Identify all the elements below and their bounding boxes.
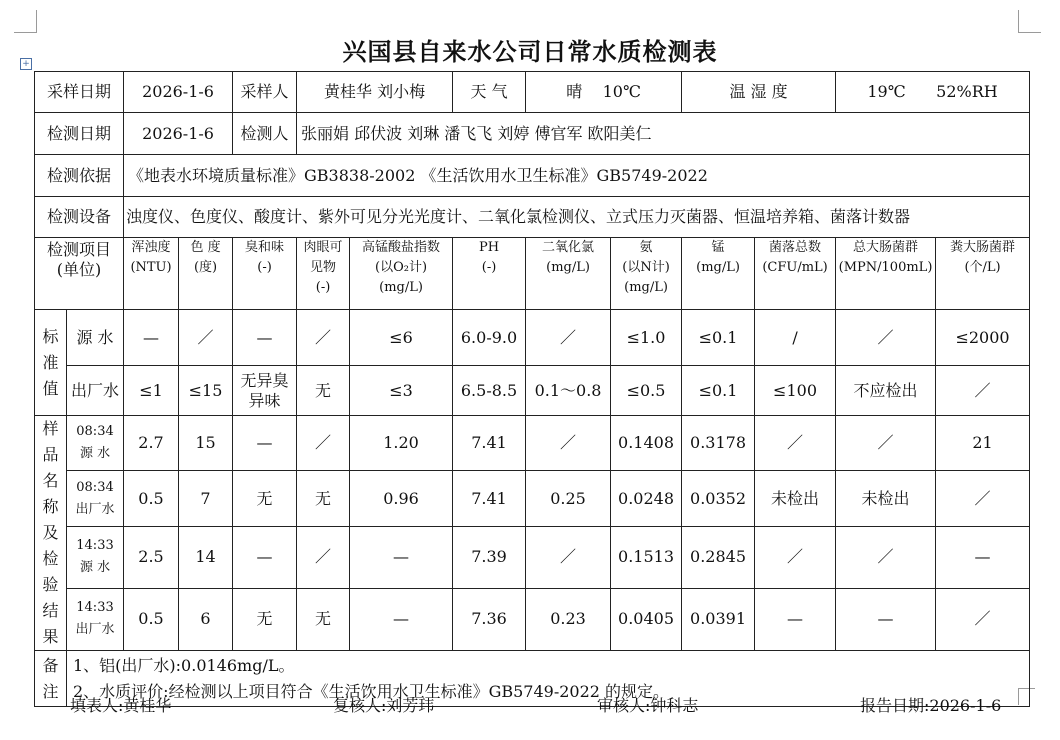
table-cell: ≤3 bbox=[350, 366, 453, 416]
table-cell: 14 bbox=[179, 526, 233, 588]
table-cell: — bbox=[233, 416, 297, 471]
table-cell: 6.0-9.0 bbox=[453, 310, 526, 366]
col-name-2: 见物 bbox=[310, 260, 337, 275]
sample-label bbox=[67, 588, 124, 650]
table-cell: 无异臭异味 bbox=[233, 366, 297, 416]
sample-label bbox=[67, 471, 124, 526]
temp-humidity-value bbox=[836, 72, 1030, 113]
remarks-label: 备注 bbox=[35, 651, 67, 707]
table-cell: ≤0.5 bbox=[611, 366, 682, 416]
col-name: 氨 bbox=[639, 240, 653, 255]
col-unit: (mg/L) bbox=[379, 280, 423, 295]
sample-source: 源 水 bbox=[79, 560, 111, 576]
col-unit: (个/L) bbox=[964, 260, 1001, 275]
table-cell: / bbox=[755, 310, 836, 366]
table-cell: ≤100 bbox=[755, 366, 836, 416]
table-cell: — bbox=[233, 526, 297, 588]
table-cell: 0.0352 bbox=[682, 471, 755, 526]
table-cell: ／ bbox=[179, 310, 233, 366]
sample-time: 08:34 bbox=[76, 424, 114, 440]
table-cell: 无 bbox=[233, 471, 297, 526]
label-sampling-date: 采样日期 bbox=[35, 72, 124, 113]
table-cell: ／ bbox=[755, 416, 836, 471]
table-cell: ≤0.1 bbox=[682, 366, 755, 416]
sample-row bbox=[35, 526, 1030, 588]
water-quality-table bbox=[34, 71, 1030, 707]
table-cell: ／ bbox=[297, 310, 350, 366]
sample-row bbox=[35, 588, 1030, 650]
crop-mark-top-left bbox=[14, 10, 37, 33]
label-basis: 检测依据 bbox=[35, 155, 124, 197]
auditor-signature: 审核人:钟科志 bbox=[597, 696, 699, 715]
tester-names: 张丽娟 邱伏波 刘琳 潘飞飞 刘婷 傅官军 欧阳美仁 bbox=[297, 113, 1030, 155]
col-unit: (CFU/mL) bbox=[762, 260, 828, 275]
label-weather: 天 气 bbox=[453, 72, 526, 113]
label-temp-humidity: 温 湿 度 bbox=[682, 72, 836, 113]
col-name: 总大肠菌群 bbox=[853, 240, 919, 255]
table-cell: — bbox=[936, 526, 1030, 588]
sampling-date: 2026-1-6 bbox=[124, 72, 233, 113]
table-cell: 0.23 bbox=[526, 588, 611, 650]
table-cell: ≤1.0 bbox=[611, 310, 682, 366]
testing-date: 2026-1-6 bbox=[124, 113, 233, 155]
table-cell: 0.1513 bbox=[611, 526, 682, 588]
label-tester: 检测人 bbox=[233, 113, 297, 155]
sample-row bbox=[35, 471, 1030, 526]
table-cell: ／ bbox=[936, 366, 1030, 416]
col-header bbox=[836, 238, 936, 310]
table-cell: ／ bbox=[526, 526, 611, 588]
col-name: 色 度 bbox=[190, 240, 221, 255]
table-cell: 7.36 bbox=[453, 588, 526, 650]
item-header-row bbox=[35, 238, 1030, 310]
crop-mark-top-right bbox=[1018, 10, 1041, 33]
sampling-row bbox=[35, 72, 1030, 113]
table-cell: ／ bbox=[936, 588, 1030, 650]
table-cell: 0.1～0.8 bbox=[526, 366, 611, 416]
col-name: 锰 bbox=[711, 240, 725, 255]
table-cell: 2.5 bbox=[124, 526, 179, 588]
col-header bbox=[179, 238, 233, 310]
table-cell: 2.7 bbox=[124, 416, 179, 471]
table-cell: — bbox=[124, 310, 179, 366]
col-name: 臭和味 bbox=[245, 240, 285, 255]
col-name: 菌落总数 bbox=[769, 240, 822, 255]
table-cell: ／ bbox=[755, 526, 836, 588]
table-cell: ／ bbox=[526, 416, 611, 471]
col-header bbox=[233, 238, 297, 310]
sample-source: 源 水 bbox=[79, 446, 111, 462]
label-equipment: 检测设备 bbox=[35, 197, 124, 238]
page-title: 兴国县自来水公司日常水质检测表 bbox=[342, 37, 718, 66]
table-cell: ／ bbox=[526, 310, 611, 366]
table-move-handle-icon[interactable]: + bbox=[20, 58, 32, 70]
table-cell: ／ bbox=[836, 526, 936, 588]
table-cell: 7.41 bbox=[453, 416, 526, 471]
table-cell: ／ bbox=[836, 416, 936, 471]
col-header bbox=[124, 238, 179, 310]
item-header-cell bbox=[35, 238, 124, 310]
table-cell: — bbox=[350, 526, 453, 588]
table-cell: — bbox=[755, 588, 836, 650]
table-cell: 0.0248 bbox=[611, 471, 682, 526]
standard-row bbox=[35, 366, 1030, 416]
remark-line-2: 2、水质评价:经检测以上项目符合《生活饮用水卫生标准》GB5749-2022 的规定。 bbox=[73, 681, 670, 701]
table-cell: 0.1408 bbox=[611, 416, 682, 471]
col-name: 粪大肠菌群 bbox=[950, 240, 1016, 255]
label-testing-date: 检测日期 bbox=[35, 113, 124, 155]
col-unit: (-) bbox=[257, 260, 272, 275]
basis-value: 《地表水环境质量标准》GB3838-2002 《生活饮用水卫生标准》GB5749-2022 bbox=[124, 155, 1030, 197]
standard-group-label: 标准值 bbox=[35, 310, 67, 416]
row-label: 出厂水 bbox=[67, 366, 124, 416]
sampler-names: 黄桂华 刘小梅 bbox=[297, 72, 453, 113]
item-unit-label: (单位) bbox=[56, 260, 102, 279]
samples-group-label: 样品名称及检验结果 bbox=[35, 416, 67, 651]
table-cell: 15 bbox=[179, 416, 233, 471]
table-cell: ≤2000 bbox=[936, 310, 1030, 366]
table-cell: ≤1 bbox=[124, 366, 179, 416]
table-cell: 1.20 bbox=[350, 416, 453, 471]
sample-label bbox=[67, 526, 124, 588]
sample-time: 14:33 bbox=[76, 538, 114, 554]
col-name: PH bbox=[478, 240, 500, 255]
weather-value bbox=[526, 72, 682, 113]
sample-source: 出厂水 bbox=[75, 622, 115, 638]
table-cell: ≤0.1 bbox=[682, 310, 755, 366]
table-cell: 7.41 bbox=[453, 471, 526, 526]
col-name-2: (以N计) bbox=[622, 260, 670, 275]
table-cell: 21 bbox=[936, 416, 1030, 471]
col-name: 二氧化氯 bbox=[542, 240, 595, 255]
th-temp: 19℃ bbox=[867, 82, 906, 101]
basis-row bbox=[35, 155, 1030, 197]
table-cell: 0.0391 bbox=[682, 588, 755, 650]
report-date: 报告日期:2026-1-6 bbox=[860, 696, 1002, 715]
th-rh: 52%RH bbox=[936, 82, 998, 101]
table-cell: ≤6 bbox=[350, 310, 453, 366]
table-cell: 0.3178 bbox=[682, 416, 755, 471]
table-cell: 7.39 bbox=[453, 526, 526, 588]
equipment-row bbox=[35, 197, 1030, 238]
equipment-value: 浊度仪、色度仪、酸度计、紫外可见分光光度计、二氧化氯检测仪、立式压力灭菌器、恒温培养箱、菌落计数器 bbox=[124, 197, 1030, 238]
col-unit: (MPN/100mL) bbox=[838, 260, 933, 275]
table-cell: ／ bbox=[936, 471, 1030, 526]
table-cell: 7 bbox=[179, 471, 233, 526]
col-unit: (-) bbox=[481, 260, 497, 275]
col-header bbox=[611, 238, 682, 310]
remark-line-1: 1、铝(出厂水):0.0146mg/L。 bbox=[73, 655, 295, 675]
table-cell: ／ bbox=[297, 526, 350, 588]
table-cell: ≤15 bbox=[179, 366, 233, 416]
col-unit: (mg/L) bbox=[696, 260, 740, 275]
col-header bbox=[755, 238, 836, 310]
table-cell: 不应检出 bbox=[836, 366, 936, 416]
table-cell: ／ bbox=[297, 416, 350, 471]
col-header bbox=[350, 238, 453, 310]
table-cell: 无 bbox=[297, 366, 350, 416]
table-cell: ／ bbox=[836, 310, 936, 366]
table-cell: 无 bbox=[233, 588, 297, 650]
col-header bbox=[453, 238, 526, 310]
col-unit: (mg/L) bbox=[624, 280, 668, 295]
sample-label bbox=[67, 416, 124, 471]
table-cell: — bbox=[836, 588, 936, 650]
table-cell: 0.25 bbox=[526, 471, 611, 526]
table-cell: 0.96 bbox=[350, 471, 453, 526]
item-label: 检测项目 bbox=[47, 240, 112, 259]
table-cell: 0.2845 bbox=[682, 526, 755, 588]
weather-temp: 10℃ bbox=[602, 82, 641, 101]
table-cell: 6.5-8.5 bbox=[453, 366, 526, 416]
col-name: 高锰酸盐指数 bbox=[362, 240, 441, 255]
testing-row bbox=[35, 113, 1030, 155]
table-cell: 0.5 bbox=[124, 588, 179, 650]
col-name: 肉眼可 bbox=[303, 240, 343, 255]
col-header bbox=[936, 238, 1030, 310]
col-header bbox=[526, 238, 611, 310]
sample-time: 14:33 bbox=[76, 600, 114, 616]
table-cell: 无 bbox=[297, 588, 350, 650]
reviewer-signature: 复核人:刘芳玮 bbox=[333, 696, 435, 715]
table-cell: 6 bbox=[179, 588, 233, 650]
table-cell: — bbox=[350, 588, 453, 650]
table-cell: 0.5 bbox=[124, 471, 179, 526]
col-unit: (NTU) bbox=[130, 260, 172, 275]
row-label: 源 水 bbox=[67, 310, 124, 366]
table-cell: 未检出 bbox=[755, 471, 836, 526]
standard-row bbox=[35, 310, 1030, 366]
col-unit: (-) bbox=[315, 280, 331, 295]
sample-source: 出厂水 bbox=[75, 501, 115, 517]
col-unit: (度) bbox=[193, 260, 218, 275]
sample-time: 08:34 bbox=[76, 479, 114, 495]
col-name: 浑浊度 bbox=[131, 240, 171, 255]
table-cell: 未检出 bbox=[836, 471, 936, 526]
sample-row bbox=[35, 416, 1030, 471]
table-cell: — bbox=[233, 310, 297, 366]
table-cell: 无 bbox=[297, 471, 350, 526]
col-name-2: (以O₂计) bbox=[375, 260, 428, 275]
weather-text: 晴 bbox=[566, 82, 583, 101]
col-unit: (mg/L) bbox=[546, 260, 590, 275]
col-header bbox=[682, 238, 755, 310]
filler-signature: 填表人:黄桂华 bbox=[70, 696, 172, 715]
col-header bbox=[297, 238, 350, 310]
table-cell: 0.0405 bbox=[611, 588, 682, 650]
label-sampler: 采样人 bbox=[233, 72, 297, 113]
